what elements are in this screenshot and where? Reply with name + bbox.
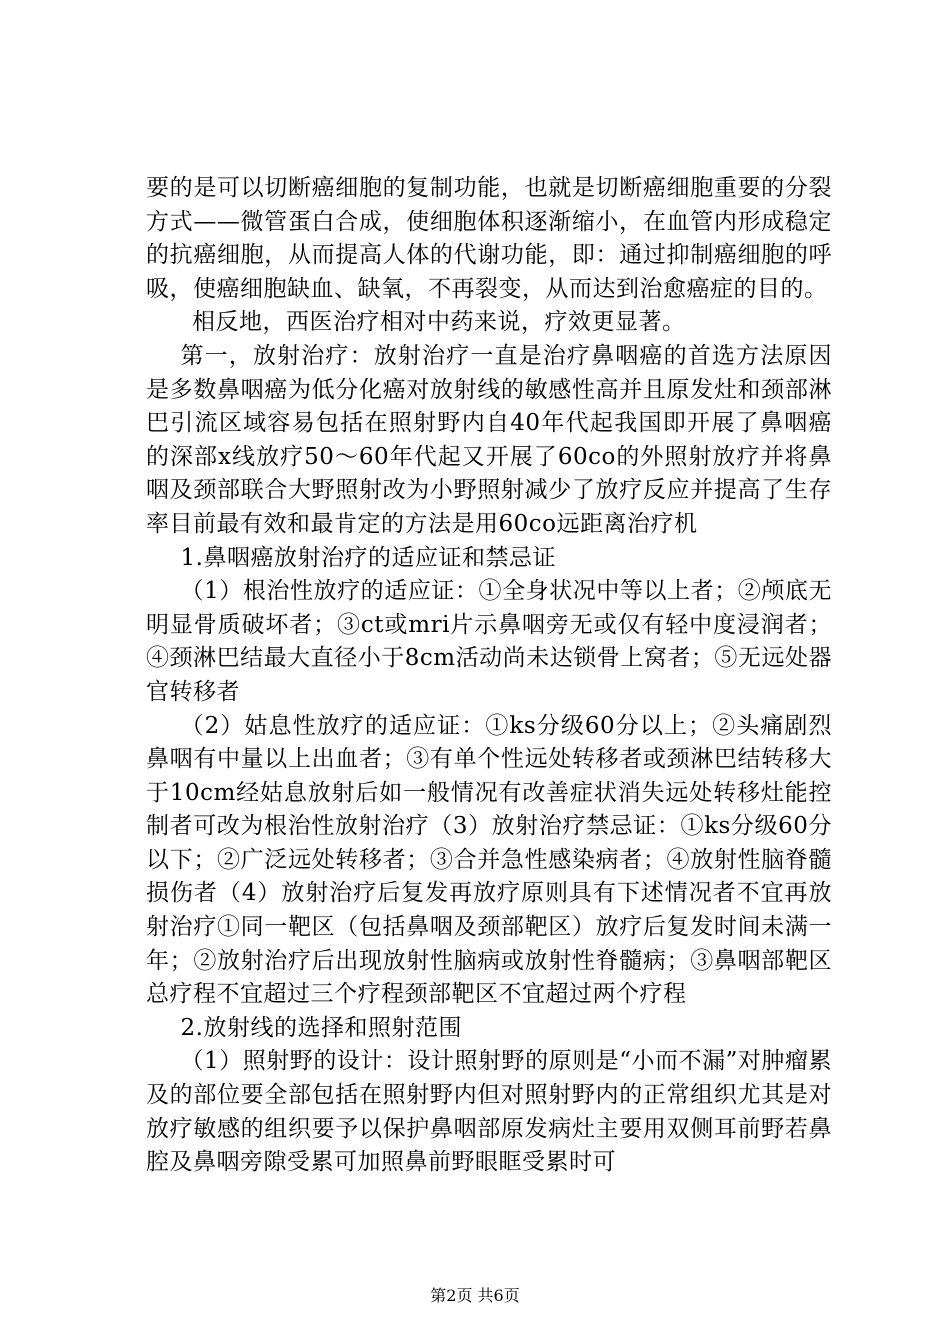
document-body [146,172,832,1180]
paragraph-palliative-indications: （2）姑息性放疗的适应证：①ks分级60分以上；②头痛剧烈鼻咽有中量以上出血者；③有单个性远处转移者或颈淋巴结转移大于10cm经姑息放射后如一般情况有改善症状消失远处转移灶能控制者可改为根治性放射治疗（3）放射治疗禁忌证：①ks分级60分以下；②广泛远处转移者；③合并急性感染病者；④放射性脑脊髓损伤者（4）放射治疗后复发再放疗原则具有下述情况者不宜再放射治疗①同一靶区（包括鼻咽及颈部靶区）放疗后复发时间未满一年；②放射治疗后出现放射性脑病或放射性脊髓病；③鼻咽部靶区总疗程不宜超过三个疗程颈部靶区不宜超过两个疗程 [146,712,832,1008]
paragraph-field-design: （1）照射野的设计：设计照射野的原则是“小而不漏”对肿瘤累及的部位要全部包括在照射野内但对照射野内的正常组织尤其是对放疗敏感的组织要予以保护鼻咽部原发病灶主要用双侧耳前野若鼻腔及鼻咽旁隙受累可加照鼻前野眼眶受累时可 [146,1048,832,1176]
section-heading-radiation-selection: 2.放射线的选择和照射范围 [180,1014,462,1041]
paragraph-western-medicine: 相反地，西医治疗相对中药来说，疗效更显著。 [192,309,686,336]
paragraph-continuation: 要的是可以切断癌细胞的复制功能，也就是切断癌细胞重要的分裂方式——微管蛋白合成，使细胞体积逐渐缩小，在血管内形成稳定的抗癌细胞，从而提高人体的代谢功能，即：通过抑制癌细胞的呼吸，使癌细胞缺血、缺氧，不再裂变，从而达到治愈癌症的目的。 [146,175,832,302]
paragraph-radiotherapy: 第一，放射治疗：放射治疗一直是治疗鼻咽癌的首选方法原因是多数鼻咽癌为低分化癌对放射线的敏感性高并且原发灶和颈部淋巴引流区域容易包括在照射野内自40年代起我国即开展了鼻咽癌的深部x线放疗50～60年代起又开展了60co的外照射放疗并将鼻咽及颈部联合大野照射改为小野照射减少了放疗反应并提高了生存率目前最有效和最肯定的方法是用60co远距离治疗机 [146,342,832,537]
paragraph-radical-indications: （1）根治性放疗的适应证：①全身状况中等以上者；②颅底无明显骨质破坏者；③ct或mri片示鼻咽旁无或仅有轻中度浸润者；④颈淋巴结最大直径小于8cm活动尚未达锁骨上窝者；⑤无远处器官转移者 [146,578,832,705]
section-heading-indications: 1.鼻咽癌放射治疗的适应证和禁忌证 [180,544,556,571]
page-number-footer: 第2页 共6页 [430,1286,520,1305]
